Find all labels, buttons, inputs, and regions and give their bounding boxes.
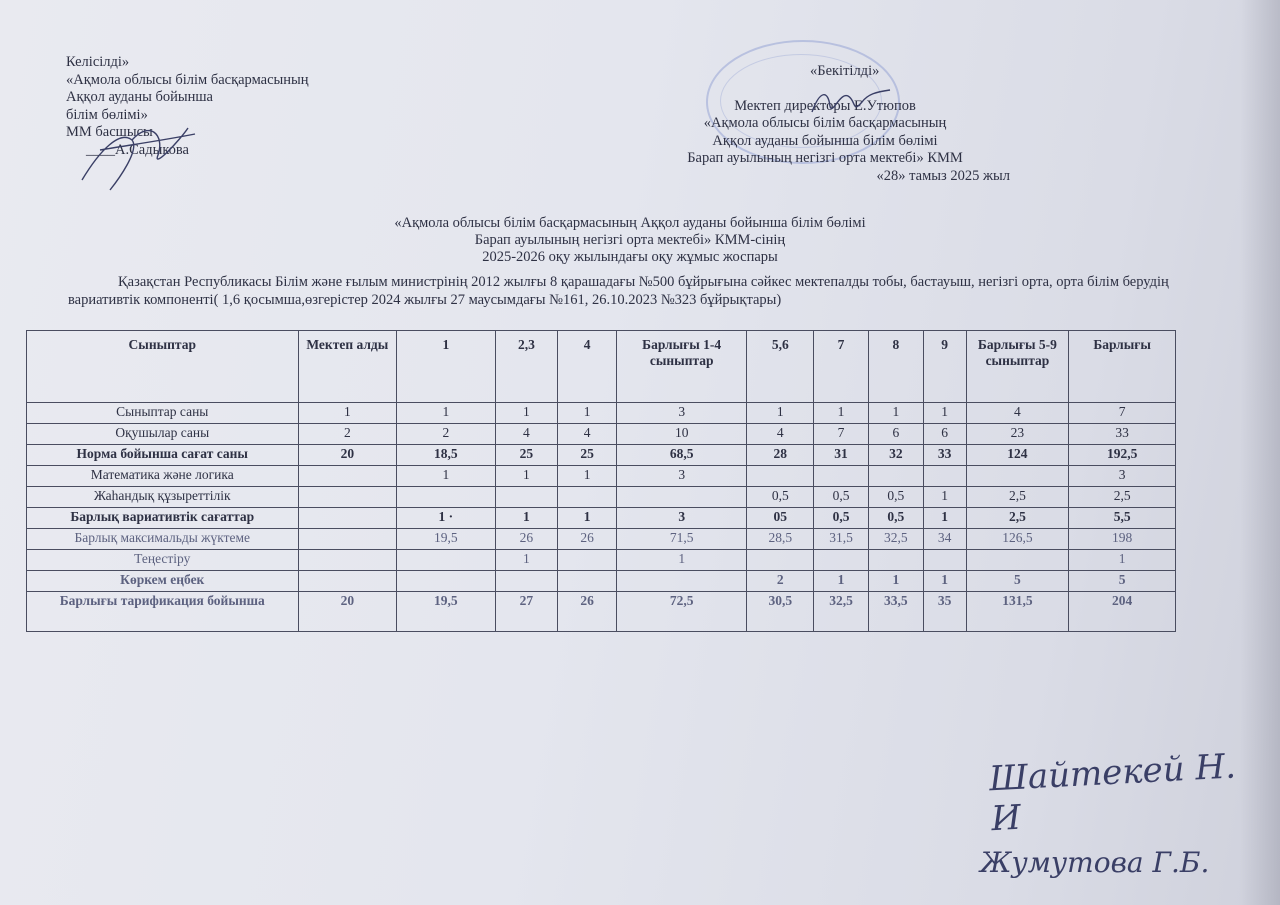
table-cell: 28,5 [747, 529, 814, 550]
table-cell: 1 [397, 466, 495, 487]
table-header-row [27, 331, 1176, 403]
table-cell: 4 [558, 424, 617, 445]
table-cell: 1 [495, 508, 558, 529]
table-cell: 1 [814, 571, 869, 592]
agreed-line: «Ақмола облысы білім басқармасының [66, 71, 309, 88]
table-cell: 68,5 [616, 445, 747, 466]
header-cell: 8 [868, 331, 923, 403]
header-cell: Сыныптар [27, 331, 299, 403]
table-cell: 20 [298, 445, 397, 466]
row-label-cell: Норма бойынша сағат саны [27, 445, 299, 466]
table-cell: 26 [558, 529, 617, 550]
table-cell: 1 [558, 403, 617, 424]
table-cell: 1 [747, 403, 814, 424]
table-cell [747, 550, 814, 571]
agreed-line: ММ басшысы [66, 124, 153, 140]
agreed-line: Келісілді» [66, 54, 130, 70]
table-cell [616, 487, 747, 508]
table-cell [966, 550, 1069, 571]
header-cell: Барлығы 1-4 сыныптар [616, 331, 747, 403]
table-cell: 0,5 [814, 508, 869, 529]
table-cell [397, 571, 495, 592]
agreed-line: ____А.Садыкова [86, 141, 189, 158]
table-cell: 72,5 [616, 592, 747, 632]
table-cell: 33 [1069, 424, 1176, 445]
table-cell: 3 [616, 403, 747, 424]
header-cell: Мектеп алды [298, 331, 397, 403]
org-line-1: «Ақмола облысы білім басқармасының [703, 115, 947, 131]
table-cell: 30,5 [747, 592, 814, 632]
table-body [27, 403, 1176, 632]
table-cell: 2 [397, 424, 495, 445]
approval-date: «28» тамыз 2025 жыл [876, 167, 1010, 184]
table-cell: 2 [747, 571, 814, 592]
curriculum-table [26, 330, 1176, 632]
table-cell: 27 [495, 592, 558, 632]
table-cell: 10 [616, 424, 747, 445]
intro-paragraph: Қазақстан Республикасы Білім және ғылым министрінің 2012 жылғы 8 қарашадағы №500 бұйрығына сәйкес мектепалды тобы, бастауыш, негізгі орта, орта білім берудің вариативтік компоненті( 1,6 қосымша,өзгерістер 2024 жылғы 27 маусымдағы №161, 26.10.2023 №323 бұйрықтары) [68, 274, 1169, 308]
table-cell: 7 [814, 424, 869, 445]
table-cell: 7 [1069, 403, 1176, 424]
table-cell: 192,5 [1069, 445, 1176, 466]
table-cell: 4 [495, 424, 558, 445]
table-cell: 5,5 [1069, 508, 1176, 529]
table-cell: 2 [298, 424, 397, 445]
table-cell: 0,5 [814, 487, 869, 508]
table-cell: 31 [814, 445, 869, 466]
table-cell: 1 [868, 571, 923, 592]
table-cell: 1 [923, 487, 966, 508]
table-cell: 33 [923, 445, 966, 466]
table-cell: 32 [868, 445, 923, 466]
table-cell: 124 [966, 445, 1069, 466]
agreed-line: Аққол ауданы бойынша [66, 89, 213, 105]
approved-block [660, 63, 1010, 185]
table-cell [397, 487, 495, 508]
table-cell: 31,5 [814, 529, 869, 550]
table-cell: 0,5 [747, 487, 814, 508]
table-cell: 4 [966, 403, 1069, 424]
org-line-2: Аққол ауданы бойынша білім бөлімі [712, 132, 938, 149]
table-row [27, 571, 1176, 592]
title-line-1: «Ақмола облысы білім басқармасының Аққол ауданы бойынша білім бөлімі [394, 215, 866, 231]
table-cell: 3 [616, 508, 747, 529]
header-cell: Барлығы [1069, 331, 1176, 403]
table-cell: 1 [616, 550, 747, 571]
table-cell: 18,5 [397, 445, 495, 466]
table-cell: 1 [558, 466, 617, 487]
table-cell: 204 [1069, 592, 1176, 632]
table-cell: 6 [868, 424, 923, 445]
row-label-cell: Теңестіру [27, 550, 299, 571]
table-cell: 05 [747, 508, 814, 529]
table-cell: 28 [747, 445, 814, 466]
header-cell: 5,6 [747, 331, 814, 403]
header-cell: 2,3 [495, 331, 558, 403]
table-cell: 3 [1069, 466, 1176, 487]
table-cell: 5 [966, 571, 1069, 592]
header-cell: 1 [397, 331, 495, 403]
table-cell [868, 550, 923, 571]
header-cell: 7 [814, 331, 869, 403]
table-cell [495, 487, 558, 508]
table-cell: 2,5 [966, 508, 1069, 529]
table-cell: 2,5 [966, 487, 1069, 508]
table-cell [298, 487, 397, 508]
table-row [27, 445, 1176, 466]
table-cell: 1 [923, 508, 966, 529]
table-cell: 1 [868, 403, 923, 424]
table-cell: 0,5 [868, 487, 923, 508]
director-line: Мектеп директоры Е.Утюпов [734, 97, 916, 114]
table-cell: 26 [495, 529, 558, 550]
table-cell: 0,5 [868, 508, 923, 529]
table-cell [616, 571, 747, 592]
table-row [27, 466, 1176, 487]
table-cell: 23 [966, 424, 1069, 445]
table-cell: 1 [558, 508, 617, 529]
table-cell [814, 550, 869, 571]
row-label-cell: Барлық вариативтік сағаттар [27, 508, 299, 529]
table-cell [495, 571, 558, 592]
header-cell: 4 [558, 331, 617, 403]
document-title [300, 215, 960, 266]
table-cell [923, 550, 966, 571]
table-cell: 34 [923, 529, 966, 550]
table-cell [298, 466, 397, 487]
row-label-cell: Жаһандық құзыреттілік [27, 487, 299, 508]
table-cell: 1 [495, 466, 558, 487]
table-cell [558, 550, 617, 571]
table-cell: 1 [814, 403, 869, 424]
approved-label: «Бекітілді» [810, 63, 880, 79]
title-line-2: Барап ауылының негізгі орта мектебі» КММ-сінің [474, 232, 786, 248]
row-label-cell: Барлық максимальды жүктеме [27, 529, 299, 550]
row-label-cell: Оқушылар саны [27, 424, 299, 445]
table-cell: 1 [495, 403, 558, 424]
table-cell [558, 571, 617, 592]
row-label-cell: Математика және логика [27, 466, 299, 487]
table-cell: 19,5 [397, 529, 495, 550]
table-cell: 1 [495, 550, 558, 571]
table-cell: 71,5 [616, 529, 747, 550]
table-cell [923, 466, 966, 487]
table-cell [747, 466, 814, 487]
table-row [27, 550, 1176, 571]
table-cell: 25 [495, 445, 558, 466]
table-cell [814, 466, 869, 487]
table-cell [298, 550, 397, 571]
table-cell [298, 571, 397, 592]
table-cell: 126,5 [966, 529, 1069, 550]
row-label-cell: Барлығы тарификация бойынша [27, 592, 299, 632]
table-cell: 131,5 [966, 592, 1069, 632]
title-line-3: 2025-2026 оқу жылындағы оқу жұмыс жоспары [482, 249, 778, 265]
table-cell: 26 [558, 592, 617, 632]
table-cell: 1 [397, 403, 495, 424]
table-row [27, 487, 1176, 508]
table-row [27, 592, 1176, 632]
row-label-cell: Сыныптар саны [27, 403, 299, 424]
table-cell: 20 [298, 592, 397, 632]
table-cell: 1 [923, 571, 966, 592]
table-cell: 2,5 [1069, 487, 1176, 508]
table-cell: 19,5 [397, 592, 495, 632]
table-cell: 25 [558, 445, 617, 466]
table-cell: 32,5 [814, 592, 869, 632]
table-row [27, 508, 1176, 529]
agreed-line: білім бөлімі» [66, 106, 148, 123]
row-label-cell: Көркем еңбек [27, 571, 299, 592]
handwritten-signatures [980, 746, 1270, 879]
header-cell: Барлығы 5-9 сыныптар [966, 331, 1069, 403]
table-row [27, 424, 1176, 445]
table-cell: 3 [616, 466, 747, 487]
org-line-3: Барап ауылының негізгі орта мектебі» КММ [687, 150, 963, 166]
table-cell: 1 [923, 403, 966, 424]
table-cell: 4 [747, 424, 814, 445]
signer-1: Шайтекей Н. И [988, 746, 1237, 840]
header-cell: 9 [923, 331, 966, 403]
table-cell [397, 550, 495, 571]
table-cell [868, 466, 923, 487]
table-row [27, 403, 1176, 424]
table-cell: 35 [923, 592, 966, 632]
table-cell [558, 487, 617, 508]
table-row [27, 529, 1176, 550]
signer-2: Жумутова Г.Б. [980, 846, 1210, 879]
table-cell: 6 [923, 424, 966, 445]
table-cell: 5 [1069, 571, 1176, 592]
table-cell: 198 [1069, 529, 1176, 550]
table-cell: 1 · [397, 508, 495, 529]
table-cell: 1 [298, 403, 397, 424]
table-cell [298, 529, 397, 550]
table-cell [298, 508, 397, 529]
table-cell: 32,5 [868, 529, 923, 550]
table-cell: 1 [1069, 550, 1176, 571]
table-cell [966, 466, 1069, 487]
agreed-block [66, 54, 309, 159]
table-cell: 33,5 [868, 592, 923, 632]
